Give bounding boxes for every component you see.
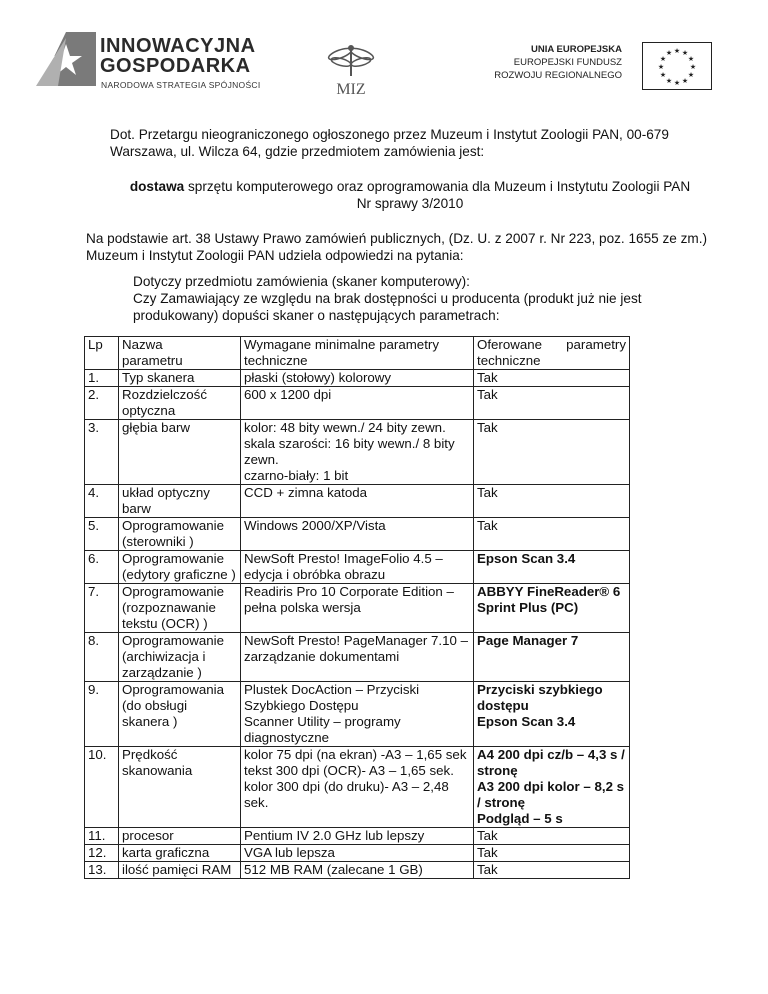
table-row <box>85 584 630 633</box>
row-required: CCD + zimna katoda <box>241 485 474 518</box>
row-name: Rozdzielczość optyczna <box>119 387 241 420</box>
miz-dragonfly-logo-icon <box>326 40 376 98</box>
svg-text:★: ★ <box>673 79 681 87</box>
row-required: Pentium IV 2.0 GHz lub lepszy <box>241 828 474 845</box>
row-lp: 5. <box>85 518 119 551</box>
intro-paragraph-2 <box>110 178 710 212</box>
miz-logo-text: MIZ <box>336 81 366 98</box>
svg-text:★: ★ <box>689 63 697 71</box>
row-name: karta graficzna <box>119 845 241 862</box>
row-lp: 11. <box>85 828 119 845</box>
row-lp: 8. <box>85 633 119 682</box>
table-row <box>85 518 630 551</box>
intro-paragraph-1: Dot. Przetargu nieograniczonego ogłoszonego przez Muzeum i Instytut Zoologii PAN, 00-679 Warszawa, ul. Wilcza 64, gdzie przedmiotem zamówienia jest: <box>110 127 669 159</box>
row-offered: Epson Scan 3.4 <box>474 551 630 584</box>
row-name: Oprogramowanie (rozpoznawanie tekstu (OCR) ) <box>119 584 241 633</box>
header-nazwa: Nazwa parametru <box>119 337 241 370</box>
row-name: Oprogramowanie (archiwizacja i zarządzanie ) <box>119 633 241 682</box>
row-offered: Page Manager 7 <box>474 633 630 682</box>
logo-text-gospodarka: GOSPODARKA <box>100 55 251 77</box>
row-offered: Tak <box>474 828 630 845</box>
svg-text:★: ★ <box>657 63 665 71</box>
row-lp: 1. <box>85 370 119 387</box>
intro-p2-rest: sprzętu komputerowego oraz oprogramowania dla Muzeum i Instytutu Zoologii PAN <box>184 179 691 194</box>
table-row <box>85 862 630 879</box>
table-row <box>85 747 630 828</box>
row-required: 512 MB RAM (zalecane 1 GB) <box>241 862 474 879</box>
svg-text:★: ★ <box>665 49 673 57</box>
table-row <box>85 828 630 845</box>
row-name: Oprogramowania (do obsługi skanera ) <box>119 682 241 747</box>
table-row <box>85 370 630 387</box>
table-row <box>85 633 630 682</box>
row-offered: ABBYY FineReader® 6 Sprint Plus (PC) <box>474 584 630 633</box>
row-required: płaski (stołowy) kolorowy <box>241 370 474 387</box>
row-required: kolor 75 dpi (na ekran) -A3 – 1,65 sek tekst 300 dpi (OCR)- A3 – 1,65 sek. kolor 300 dpi (do druku)- A3 – 2,48 sek. <box>241 747 474 828</box>
row-name: Oprogramowanie (sterowniki ) <box>119 518 241 551</box>
row-lp: 12. <box>85 845 119 862</box>
row-name: Oprogramowanie (edytory graficzne ) <box>119 551 241 584</box>
innowacyjna-gospodarka-logo-icon <box>36 30 96 86</box>
row-offered: Przyciski szybkiego dostępu Epson Scan 3.4 <box>474 682 630 747</box>
row-name: ilość pamięci RAM <box>119 862 241 879</box>
intro-p2-bold: dostawa <box>129 179 185 194</box>
row-offered: Tak <box>474 518 630 551</box>
header-oferowane: Oferowane parametry techniczne <box>474 337 630 370</box>
row-offered: Tak <box>474 862 630 879</box>
svg-text:★: ★ <box>681 49 689 57</box>
svg-text:★: ★ <box>673 47 681 55</box>
table-header-row <box>85 337 630 370</box>
row-lp: 2. <box>85 387 119 420</box>
svg-text:★: ★ <box>681 77 689 85</box>
eu-text-unia: UNIA EUROPEJSKA <box>531 44 622 55</box>
table-row <box>85 387 630 420</box>
intro-paragraph-4: Dotyczy przedmiotu zamówienia (skaner komputerowy): Czy Zamawiający ze względu na brak dostępności u producenta (produkt już nie jest produkowany) dopuści skaner o następujących parametrach: <box>133 274 642 323</box>
row-offered: Tak <box>474 485 630 518</box>
table-row <box>85 485 630 518</box>
intro-paragraph-3: Na podstawie art. 38 Ustawy Prawo zamówień publicznych, (Dz. U. z 2007 r. Nr 223, poz. 1655 ze zm.) Muzeum i Instytut Zoologii PAN udziela odpowiedzi na pytania: <box>86 231 708 263</box>
row-offered: Tak <box>474 370 630 387</box>
row-name: głębia barw <box>119 420 241 485</box>
header-wymagane: Wymagane minimalne parametry techniczne <box>241 337 474 370</box>
table-row <box>85 551 630 584</box>
row-required: kolor: 48 bity wewn./ 24 bity zewn. skala szarości: 16 bity wewn./ 8 bity zewn. czarno-biały: 1 bit <box>241 420 474 485</box>
table-row <box>85 682 630 747</box>
svg-text:★: ★ <box>687 55 695 63</box>
logo-text-strategia: NARODOWA STRATEGIA SPÓJNOŚCI <box>101 80 261 90</box>
svg-text:★: ★ <box>687 71 695 79</box>
svg-text:★: ★ <box>659 71 667 79</box>
row-required: Plustek DocAction – Przyciski Szybkiego Dostępu Scanner Utility – programy diagnostyczne <box>241 682 474 747</box>
row-offered: A4 200 dpi cz/b – 4,3 s / stronę A3 200 dpi kolor – 8,2 s / stronę Podgląd – 5 s <box>474 747 630 828</box>
svg-text:★: ★ <box>665 77 673 85</box>
row-lp: 9. <box>85 682 119 747</box>
eu-text-fundusz: EUROPEJSKI FUNDUSZ <box>513 57 622 68</box>
eu-text-rozwoju: ROZWOJU REGIONALNEGO <box>494 70 622 81</box>
row-required: NewSoft Presto! ImageFolio 4.5 – edycja i obróbka obrazu <box>241 551 474 584</box>
row-lp: 3. <box>85 420 119 485</box>
svg-text:★: ★ <box>659 55 667 63</box>
header-lp: Lp <box>85 337 119 370</box>
row-lp: 6. <box>85 551 119 584</box>
row-offered: Tak <box>474 845 630 862</box>
row-lp: 13. <box>85 862 119 879</box>
intro-p2-case-number: Nr sprawy 3/2010 <box>356 196 464 211</box>
row-lp: 10. <box>85 747 119 828</box>
row-required: Windows 2000/XP/Vista <box>241 518 474 551</box>
table-row <box>85 845 630 862</box>
table-row <box>85 420 630 485</box>
row-name: Prędkość skanowania <box>119 747 241 828</box>
logo-text-innowacyjna: INNOWACYJNA <box>100 35 256 57</box>
row-name: Typ skanera <box>119 370 241 387</box>
row-name: procesor <box>119 828 241 845</box>
row-lp: 4. <box>85 485 119 518</box>
row-required: VGA lub lepsza <box>241 845 474 862</box>
row-required: 600 x 1200 dpi <box>241 387 474 420</box>
row-name: układ optyczny barw <box>119 485 241 518</box>
eu-flag-icon <box>642 42 712 90</box>
row-required: Readiris Pro 10 Corporate Edition – pełna polska wersja <box>241 584 474 633</box>
parameters-table <box>84 336 630 879</box>
row-lp: 7. <box>85 584 119 633</box>
row-required: NewSoft Presto! PageManager 7.10 – zarządzanie dokumentami <box>241 633 474 682</box>
row-offered: Tak <box>474 387 630 420</box>
row-offered: Tak <box>474 420 630 485</box>
